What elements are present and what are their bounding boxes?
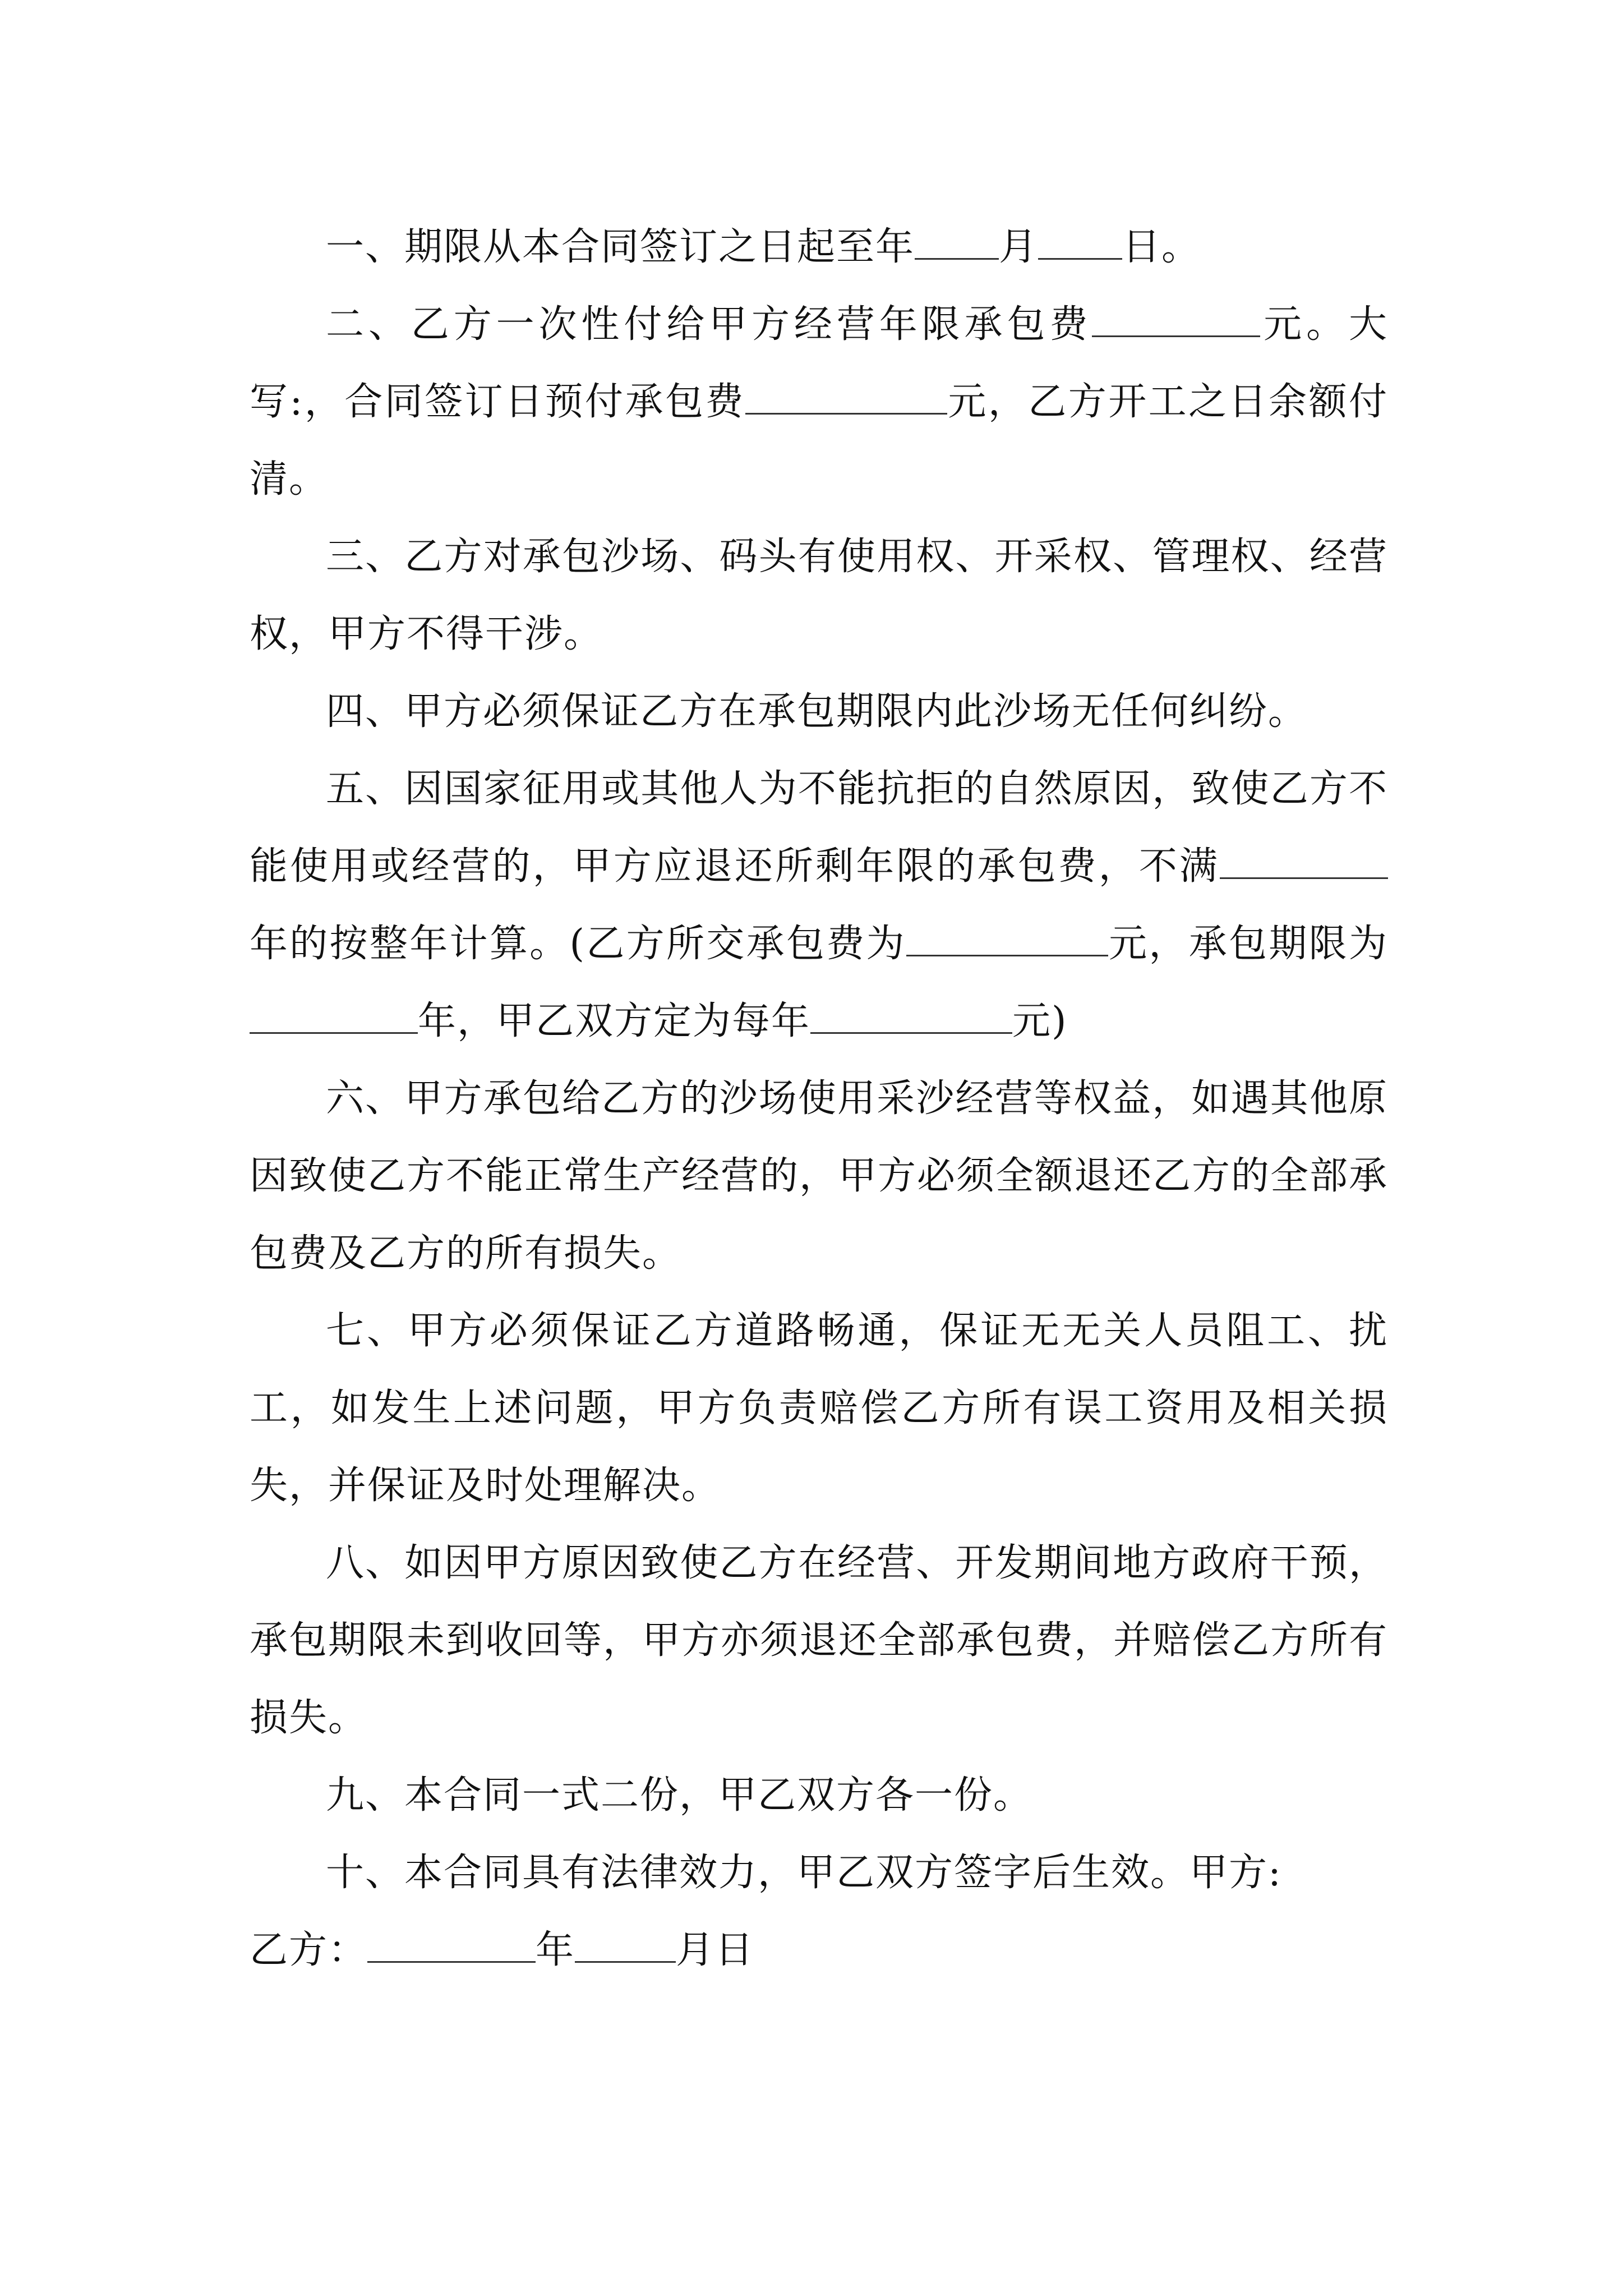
blank-field	[367, 1927, 536, 1963]
blank-field	[1038, 224, 1122, 260]
clause-10: 十、本合同具有法律效力，甲乙双方签字后生效。甲方:	[326, 1851, 1282, 1895]
clause-5: 五、因国家征用或其他人为不能抗拒的自然原因，致使乙方不能使用或经营的，甲方应退还所剩年限的承包费，不满年的按整年计算。(乙方所交承包费为 元，承包期限为年，甲乙双方定为每年 元)	[250, 767, 1388, 1043]
clause-1: 一、期限从本合同签订之日起至年 月 日。	[250, 209, 1388, 286]
clause-2: 二、乙方一次性付给甲方经营年限承包费 元。大写:，合同签订日预付承包费 元，乙方开工之日余额付清。	[250, 286, 1388, 518]
blank-field	[1092, 301, 1260, 337]
blank-field	[250, 998, 418, 1034]
clause-6: 六、甲方承包给乙方的沙场使用采沙经营等权益，如遇其他原因致使乙方不能正常生产经营的，甲方必须全额退还乙方的全部承包费及乙方的所有损失。	[250, 1076, 1389, 1276]
contract-body	[250, 209, 1388, 1989]
blank-field	[1220, 843, 1388, 879]
clause-9: 九、本合同一式二份，甲乙双方各一份。	[326, 1773, 1033, 1818]
blank-field	[745, 379, 947, 415]
blank-field	[575, 1927, 676, 1963]
signature-line: 乙方： 年 月日	[250, 1912, 1388, 1989]
blank-field	[810, 998, 1012, 1034]
blank-field	[906, 921, 1108, 956]
clause-8: 八、如因甲方原因致使乙方在经营、开发期间地方政府干预，承包期限未到收回等，甲方亦须退还全部承包费，并赔偿乙方所有损失。	[250, 1541, 1389, 1740]
clause-7: 七、甲方必须保证乙方道路畅通，保证无无关人员阻工、扰工，如发生上述问题，甲方负责赔偿乙方所有误工资用及相关损失，并保证及时处理解决。	[250, 1309, 1388, 1508]
clause-3: 三、乙方对承包沙场、码头有使用权、开采权、管理权、经营权，甲方不得干涉。	[250, 535, 1388, 656]
blank-field	[915, 224, 999, 260]
clause-4: 四、甲方必须保证乙方在承包期限内此沙场无任何纠纷。	[326, 689, 1308, 734]
